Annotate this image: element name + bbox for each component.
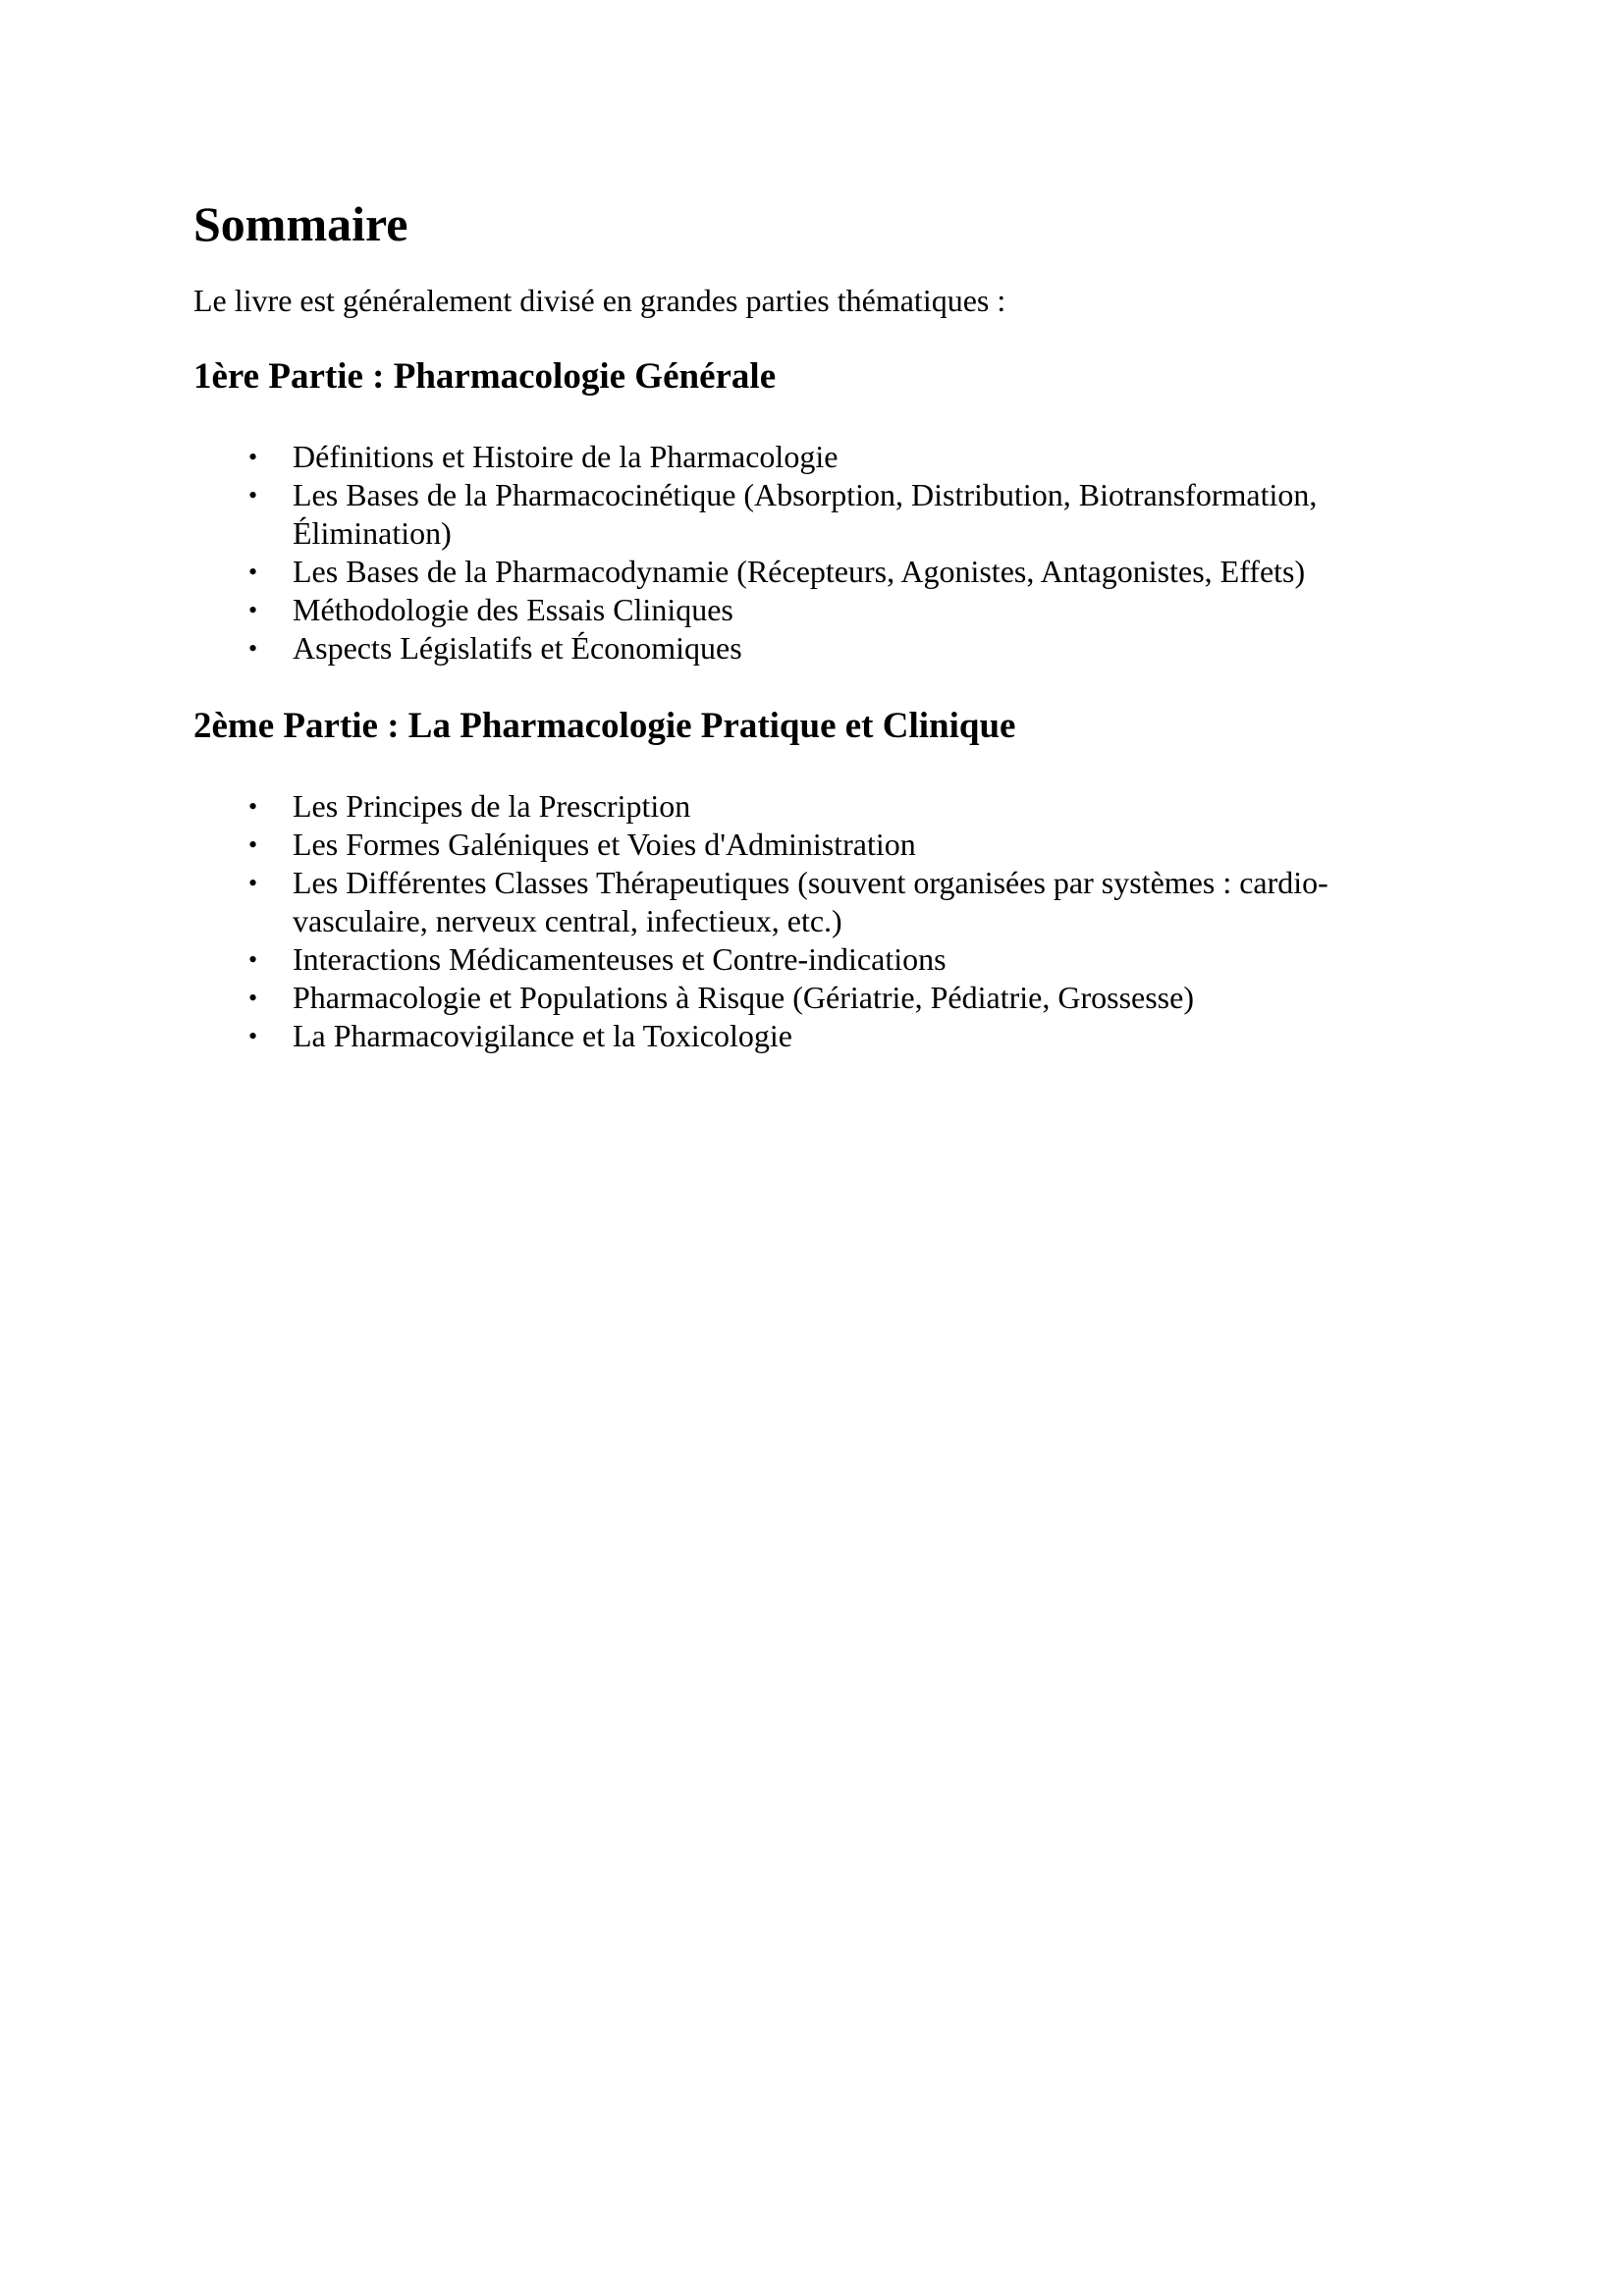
page-title: Sommaire [193, 196, 408, 251]
list-item [248, 591, 1392, 629]
list-item-text: La Pharmacovigilance et la Toxicologie [293, 1018, 792, 1053]
intro-paragraph: Le livre est généralement divisé en grandes parties thématiques : [193, 283, 1006, 318]
list-item-text: Les Bases de la Pharmacocinétique (Absorption, Distribution, Biotransformation, Élimination) [293, 477, 1318, 551]
list-item [248, 787, 1392, 826]
list-item [248, 629, 1392, 667]
bullet-icon: • [248, 945, 258, 974]
bullet-icon: • [248, 596, 258, 624]
bullet-list [193, 787, 1431, 1055]
list-item-text: Méthodologie des Essais Cliniques [293, 592, 733, 627]
list-item-text: Aspects Législatifs et Économiques [293, 630, 742, 666]
list-item-text: Les Formes Galéniques et Voies d'Administration [293, 827, 916, 862]
section-part-2 [193, 705, 1431, 1055]
list-item [248, 1017, 1392, 1055]
list-item-text: Définitions et Histoire de la Pharmacologie [293, 439, 839, 474]
list-item [248, 476, 1392, 553]
section-heading: 2ème Partie : La Pharmacologie Pratique et Clinique [193, 706, 1016, 746]
list-item-text: Les Différentes Classes Thérapeutiques (souvent organisées par systèmes : cardio-vasculaire, nerveux central, infectieux, etc.) [293, 865, 1328, 938]
bullet-icon: • [248, 1022, 258, 1050]
bullet-icon: • [248, 481, 258, 509]
list-item [248, 553, 1392, 591]
bullet-icon: • [248, 792, 258, 821]
list-item [248, 864, 1392, 940]
list-item [248, 979, 1392, 1017]
bullet-icon: • [248, 558, 258, 586]
bullet-list [193, 438, 1431, 667]
list-item-text: Interactions Médicamenteuses et Contre-indications [293, 941, 947, 977]
list-item [248, 826, 1392, 864]
bullet-icon: • [248, 984, 258, 1012]
bullet-icon: • [248, 869, 258, 897]
bullet-icon: • [248, 443, 258, 471]
section-part-1 [193, 355, 1431, 667]
list-item-text: Pharmacologie et Populations à Risque (Gériatrie, Pédiatrie, Grossesse) [293, 980, 1194, 1015]
document-content [193, 191, 1431, 1055]
list-item [248, 438, 1392, 476]
section-heading: 1ère Partie : Pharmacologie Générale [193, 356, 777, 397]
bullet-icon: • [248, 830, 258, 859]
list-item-text: Les Principes de la Prescription [293, 788, 691, 824]
bullet-icon: • [248, 634, 258, 663]
list-item-text: Les Bases de la Pharmacodynamie (Récepteurs, Agonistes, Antagonistes, Effets) [293, 554, 1306, 589]
list-item [248, 940, 1392, 979]
